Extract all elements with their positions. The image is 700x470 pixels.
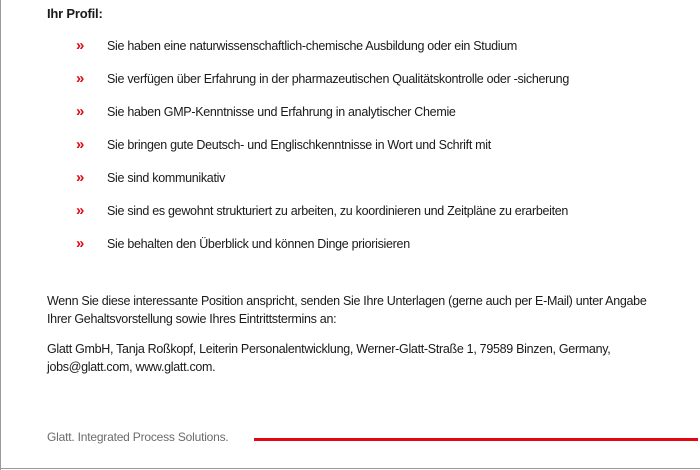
list-item-text: Sie haben GMP-Kenntnisse und Erfahrung in analytischer Chemie (107, 105, 456, 119)
double-chevron-icon: » (76, 235, 85, 252)
list-item (0, 34, 700, 67)
list-item (0, 166, 700, 199)
list-item-text: Sie behalten den Überblick und können Dinge priorisieren (107, 237, 410, 251)
list-item (0, 199, 700, 232)
double-chevron-icon: » (76, 103, 85, 120)
page-frame-bottom (0, 468, 700, 469)
list-item (0, 133, 700, 166)
footer-accent-line (254, 438, 698, 441)
double-chevron-icon: » (76, 70, 85, 87)
profile-heading: Ihr Profil: (47, 6, 103, 21)
double-chevron-icon: » (76, 169, 85, 186)
list-item-text: Sie bringen gute Deutsch- und Englischkenntnisse in Wort und Schrift mit (107, 138, 491, 152)
contact-details: Glatt GmbH, Tanja Roßkopf, Leiterin Personalentwicklung, Werner-Glatt-Straße 1, 79589 Binzen, Germany, jobs@glatt.com, www.glatt.com. (47, 342, 611, 374)
list-item (0, 100, 700, 133)
list-item-text: Sie sind es gewohnt strukturiert zu arbeiten, zu koordinieren und Zeitpläne zu erarbeiten (107, 204, 569, 218)
footer-tagline: Glatt. Integrated Process Solutions. (47, 430, 229, 444)
double-chevron-icon: » (76, 136, 85, 153)
list-item-text: Sie sind kommunikativ (107, 171, 226, 185)
profile-list (0, 34, 700, 265)
application-text: Wenn Sie diese interessante Position anspricht, senden Sie Ihre Unterlagen (gerne auch per E-Mail) unter Angabe Ihrer Gehaltsvorstellung sowie Ihres Eintrittstermins an: (47, 294, 647, 326)
double-chevron-icon: » (76, 37, 85, 54)
list-item-text: Sie haben eine naturwissenschaftlich-chemische Ausbildung oder ein Studium (107, 39, 518, 53)
list-item-text: Sie verfügen über Erfahrung in der pharmazeutischen Qualitätskontrolle oder -sicherung (107, 72, 569, 86)
list-item (0, 67, 700, 100)
double-chevron-icon: » (76, 202, 85, 219)
list-item (0, 232, 700, 265)
